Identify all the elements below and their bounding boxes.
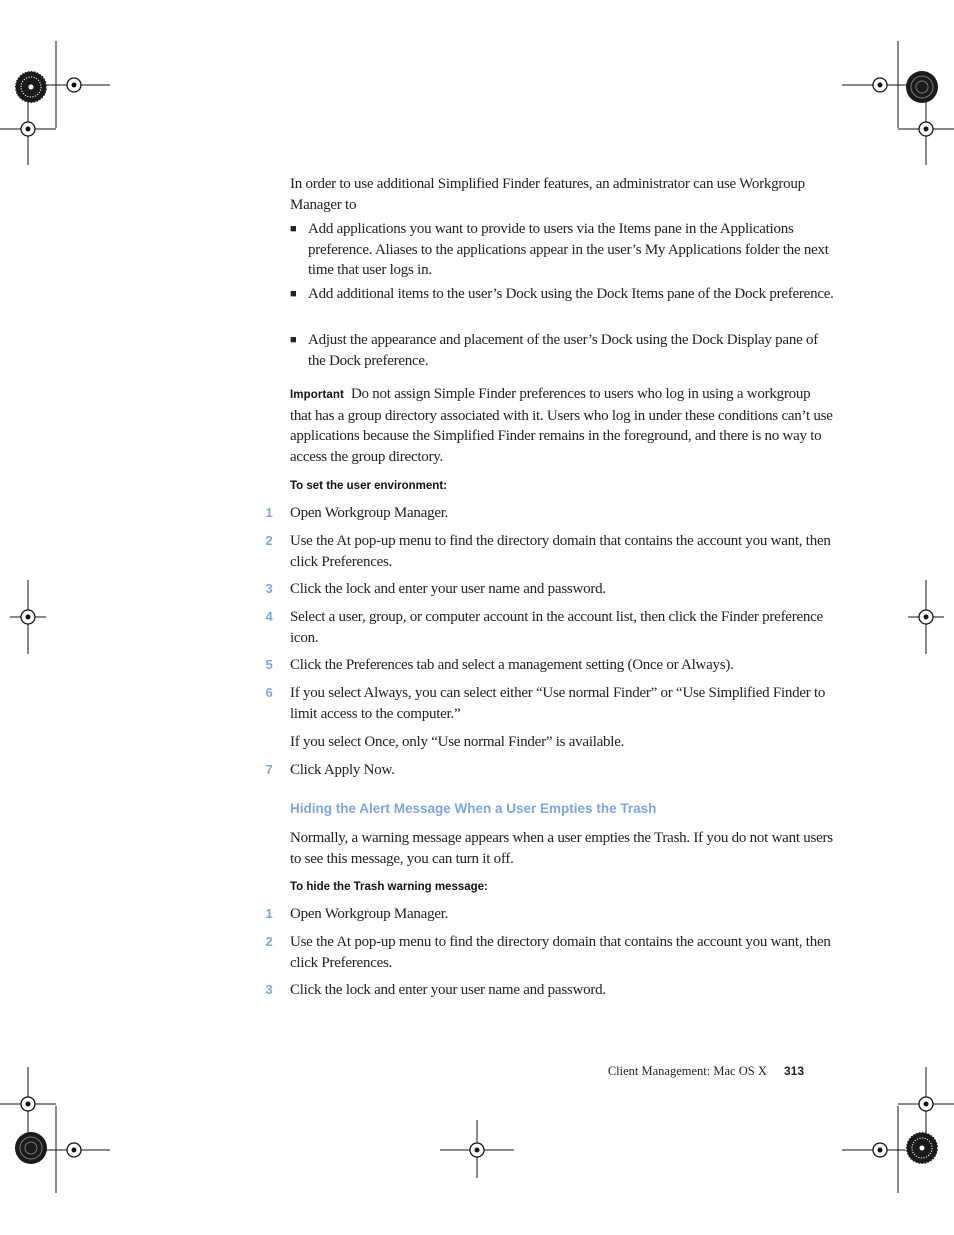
- step-number: 4: [265, 609, 273, 624]
- step-note: If you select Once, only “Use normal Finder” is available.: [290, 734, 625, 750]
- step-text: Use the At pop-up menu to find the directory domain that contains the account you want, then click Preferences.: [290, 533, 831, 570]
- bullet-item: [290, 219, 835, 281]
- step-item: [260, 531, 835, 572]
- step-item: [260, 683, 835, 724]
- section-paragraph: Normally, a warning message appears when a user empties the Trash. If you do not want users to see this message, you can turn it off.: [290, 830, 833, 867]
- step-text: Click Apply Now.: [290, 762, 395, 778]
- step-text: Open Workgroup Manager.: [290, 505, 449, 521]
- section-heading: Hiding the Alert Message When a User Empties the Trash: [290, 801, 657, 816]
- intro-paragraph: In order to use additional Simplified Finder features, an administrator can use Workgroup Manager to: [290, 176, 805, 213]
- bullet-marker: ■: [290, 223, 297, 235]
- step-text: Open Workgroup Manager.: [290, 906, 449, 922]
- bullet-item: [290, 284, 835, 305]
- bullet-marker: ■: [290, 334, 297, 346]
- page-number: 313: [783, 1064, 804, 1078]
- step-text: If you select Always, you can select either “Use normal Finder” or “Use Simplified Finder to limit access to the computer.”: [290, 685, 826, 722]
- step-text: Click the lock and enter your user name and password.: [290, 982, 606, 998]
- step-item: [260, 932, 835, 973]
- step-number: 7: [265, 762, 273, 777]
- important-text: Do not assign Simple Finder preferences to users who log in using a workgroup that has a group directory associated with it. Users who log in under these conditions can’t use applications because the Simplified Finder remains in the foreground, and there is no way to access the group directory.: [290, 386, 833, 465]
- footer-chapter: Client Management: Mac OS X: [607, 1064, 767, 1078]
- step-number: 2: [265, 934, 273, 949]
- step-text: Select a user, group, or computer account in the account list, then click the Finder preference icon.: [290, 609, 823, 646]
- procedure-heading: To set the user environment:: [290, 480, 447, 492]
- important-label: Important: [290, 389, 344, 401]
- step-number: 1: [265, 505, 273, 520]
- bullet-item: [290, 330, 835, 371]
- step-number: 6: [265, 685, 273, 700]
- bullet-marker: ■: [290, 288, 297, 300]
- step-item: [260, 904, 835, 925]
- step-item: [260, 760, 835, 781]
- step-text: Use the At pop-up menu to find the directory domain that contains the account you want, then click Preferences.: [290, 934, 831, 971]
- step-text: Click the Preferences tab and select a management setting (Once or Always).: [290, 657, 734, 673]
- step-text: Click the lock and enter your user name and password.: [290, 581, 606, 597]
- bullet-text: Add additional items to the user’s Dock using the Dock Items pane of the Dock preference.: [308, 286, 834, 302]
- step-number: 1: [265, 906, 273, 921]
- step-number: 2: [265, 533, 273, 548]
- step-number: 3: [265, 982, 273, 997]
- bullet-text: Adjust the appearance and placement of the user’s Dock using the Dock Display pane of the Dock preference.: [308, 332, 818, 369]
- step-number: 5: [265, 657, 273, 672]
- step-number: 3: [265, 581, 273, 596]
- procedure-heading: To hide the Trash warning message:: [290, 881, 488, 893]
- step-item: [260, 579, 835, 600]
- page-footer: [608, 1064, 804, 1079]
- step-item: [260, 655, 835, 676]
- important-note: [290, 384, 835, 467]
- step-item: [260, 980, 835, 1001]
- step-item: [260, 503, 835, 524]
- step-item: [260, 607, 835, 648]
- bullet-text: Add applications you want to provide to users via the Items pane in the Applications preference. Aliases to the applications appear in the user’s My Applications folder the next time that user logs in.: [308, 221, 829, 278]
